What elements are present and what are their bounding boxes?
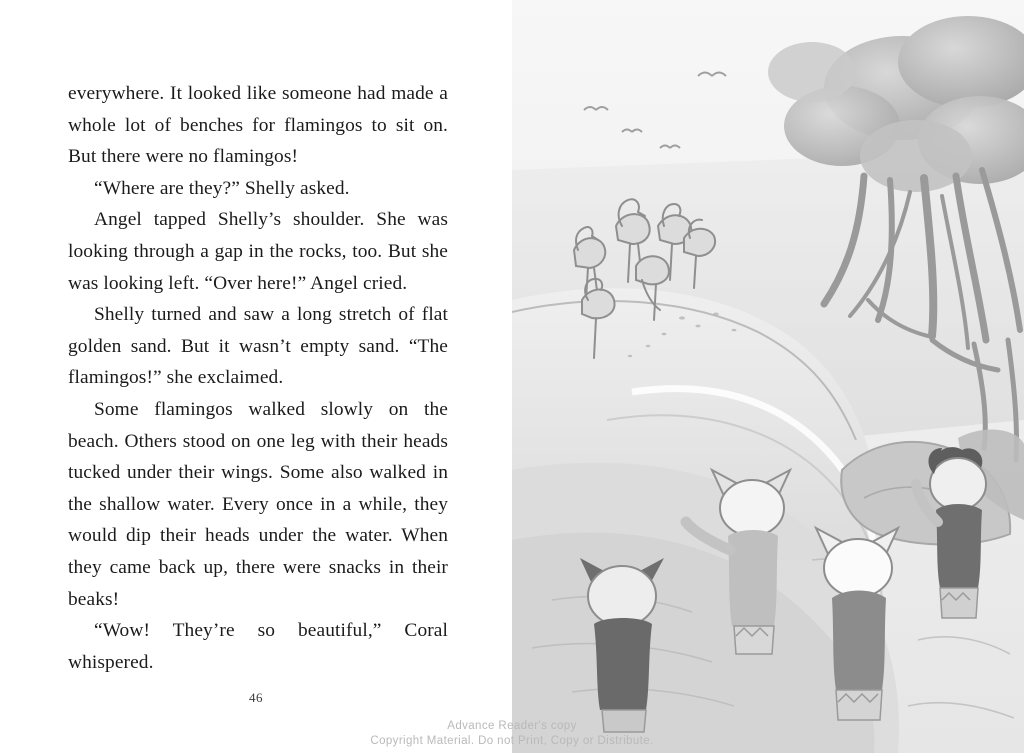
paragraph: Angel tapped Shelly’s shoulder. She was looking through a gap in the rocks, too. But she was looking left. “Over here!” Angel cried. bbox=[68, 209, 448, 294]
watermark-line-2: Copyright Material. Do not Print, Copy or Distribute. bbox=[370, 735, 654, 747]
paragraph: everywhere. It looked like someone had made a whole lot of benches for flamingos to sit on. But there were no flamingos! bbox=[68, 83, 448, 168]
paragraph: “Where are they?” Shelly asked. bbox=[94, 177, 350, 199]
paragraph: Shelly turned and saw a long stretch of flat golden sand. But it wasn’t empty sand. “The flamingos!” she exclaimed. bbox=[68, 304, 448, 389]
paragraph: Some flamingos walked slowly on the beach. Others stood on one leg with their heads tucked under their wings. Some also walked in the shallow water. Every once in a while, they would dip their heads under the water. When they came back up, there were snacks in their beaks! bbox=[68, 398, 448, 610]
body-text bbox=[68, 78, 448, 678]
illustration bbox=[512, 0, 1024, 753]
paragraph: “Wow! They’re so beautiful,” Coral whispered. bbox=[68, 620, 448, 673]
page-number: 46 bbox=[249, 690, 263, 705]
right-page bbox=[512, 0, 1024, 753]
watermark-line-1: Advance Reader's copy bbox=[447, 720, 577, 732]
